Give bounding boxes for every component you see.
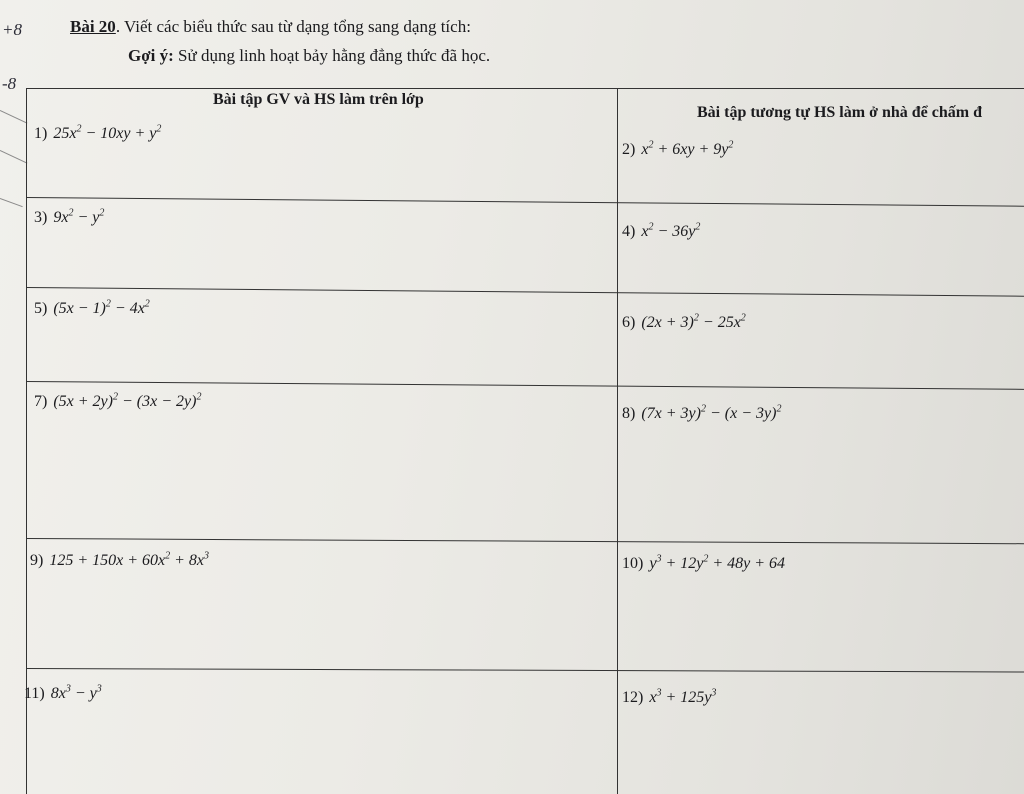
expression: $(7x + 3y)^2 - (x - 3y)^2$ (641, 404, 782, 423)
pencil-mark (0, 150, 27, 164)
row-divider (26, 538, 1024, 544)
expression: $125 + 150x + 60x^2 + 8x^3$ (49, 551, 210, 570)
exercise-label: Bài 20 (70, 17, 116, 36)
expression: $x^3 + 125y^3$ (649, 688, 717, 707)
row-divider (26, 381, 1024, 390)
left-item-5: 5) $(5x - 1)^2 - 4x^2$ (34, 299, 150, 318)
expression: $(5x - 1)^2 - 4x^2$ (53, 299, 150, 318)
right-item-10: 10) $y^3 + 12y^2 + 48y + 64$ (622, 554, 786, 573)
left-item-9: 9) $125 + 150x + 60x^2 + 8x^3$ (30, 551, 210, 570)
exercise-instruction: . Viết các biểu thức sau từ dạng tổng sang dạng tích: (115, 17, 471, 36)
exercise-hint (128, 46, 490, 66)
margin-note-plus: +8 (2, 20, 22, 39)
right-item-6: 6) $(2x + 3)^2 - 25x^2$ (622, 313, 746, 332)
table-top-border (26, 88, 1024, 89)
row-divider (26, 197, 1024, 207)
header-homework-exercises: Bài tập tương tự HS làm ở nhà để chấm đ (697, 104, 982, 121)
expression: $x^2 - 36y^2$ (641, 222, 701, 241)
table-center-divider (617, 88, 618, 794)
pencil-mark (0, 198, 23, 207)
exercise-title (70, 17, 471, 37)
expression: $25x^2 - 10xy + y^2$ (53, 124, 162, 143)
row-divider (26, 287, 1024, 297)
margin-note-minus: -8 (2, 74, 17, 93)
right-item-2: 2) $x^2 + 6xy + 9y^2$ (622, 140, 734, 159)
expression: $(2x + 3)^2 - 25x^2$ (641, 313, 746, 332)
expression: $9x^2 - y^2$ (53, 208, 105, 227)
row-divider (26, 668, 1024, 672)
pencil-mark (0, 110, 27, 124)
expression: $x^2 + 6xy + 9y^2$ (641, 140, 734, 159)
header-class-exercises: Bài tập GV và HS làm trên lớp (213, 91, 424, 108)
expression: $y^3 + 12y^2 + 48y + 64$ (649, 554, 786, 573)
hint-text: Sử dụng linh hoạt bảy hằng đẳng thức đã học. (173, 46, 491, 65)
left-item-11: 11) $8x^3 - y^3$ (24, 684, 102, 703)
left-item-7: 7) $(5x + 2y)^2 - (3x - 2y)^2$ (34, 392, 202, 411)
left-item-3: 3) $9x^2 - y^2$ (34, 208, 105, 227)
expression: $(5x + 2y)^2 - (3x - 2y)^2$ (53, 392, 202, 411)
hint-label: Gợi ý: (128, 46, 174, 65)
right-item-12: 12) $x^3 + 125y^3$ (622, 688, 717, 707)
right-item-4: 4) $x^2 - 36y^2$ (622, 222, 701, 241)
left-item-1: 1) $25x^2 - 10xy + y^2$ (34, 124, 162, 143)
expression: $8x^3 - y^3$ (50, 684, 102, 703)
right-item-8: 8) $(7x + 3y)^2 - (x - 3y)^2$ (622, 404, 782, 423)
